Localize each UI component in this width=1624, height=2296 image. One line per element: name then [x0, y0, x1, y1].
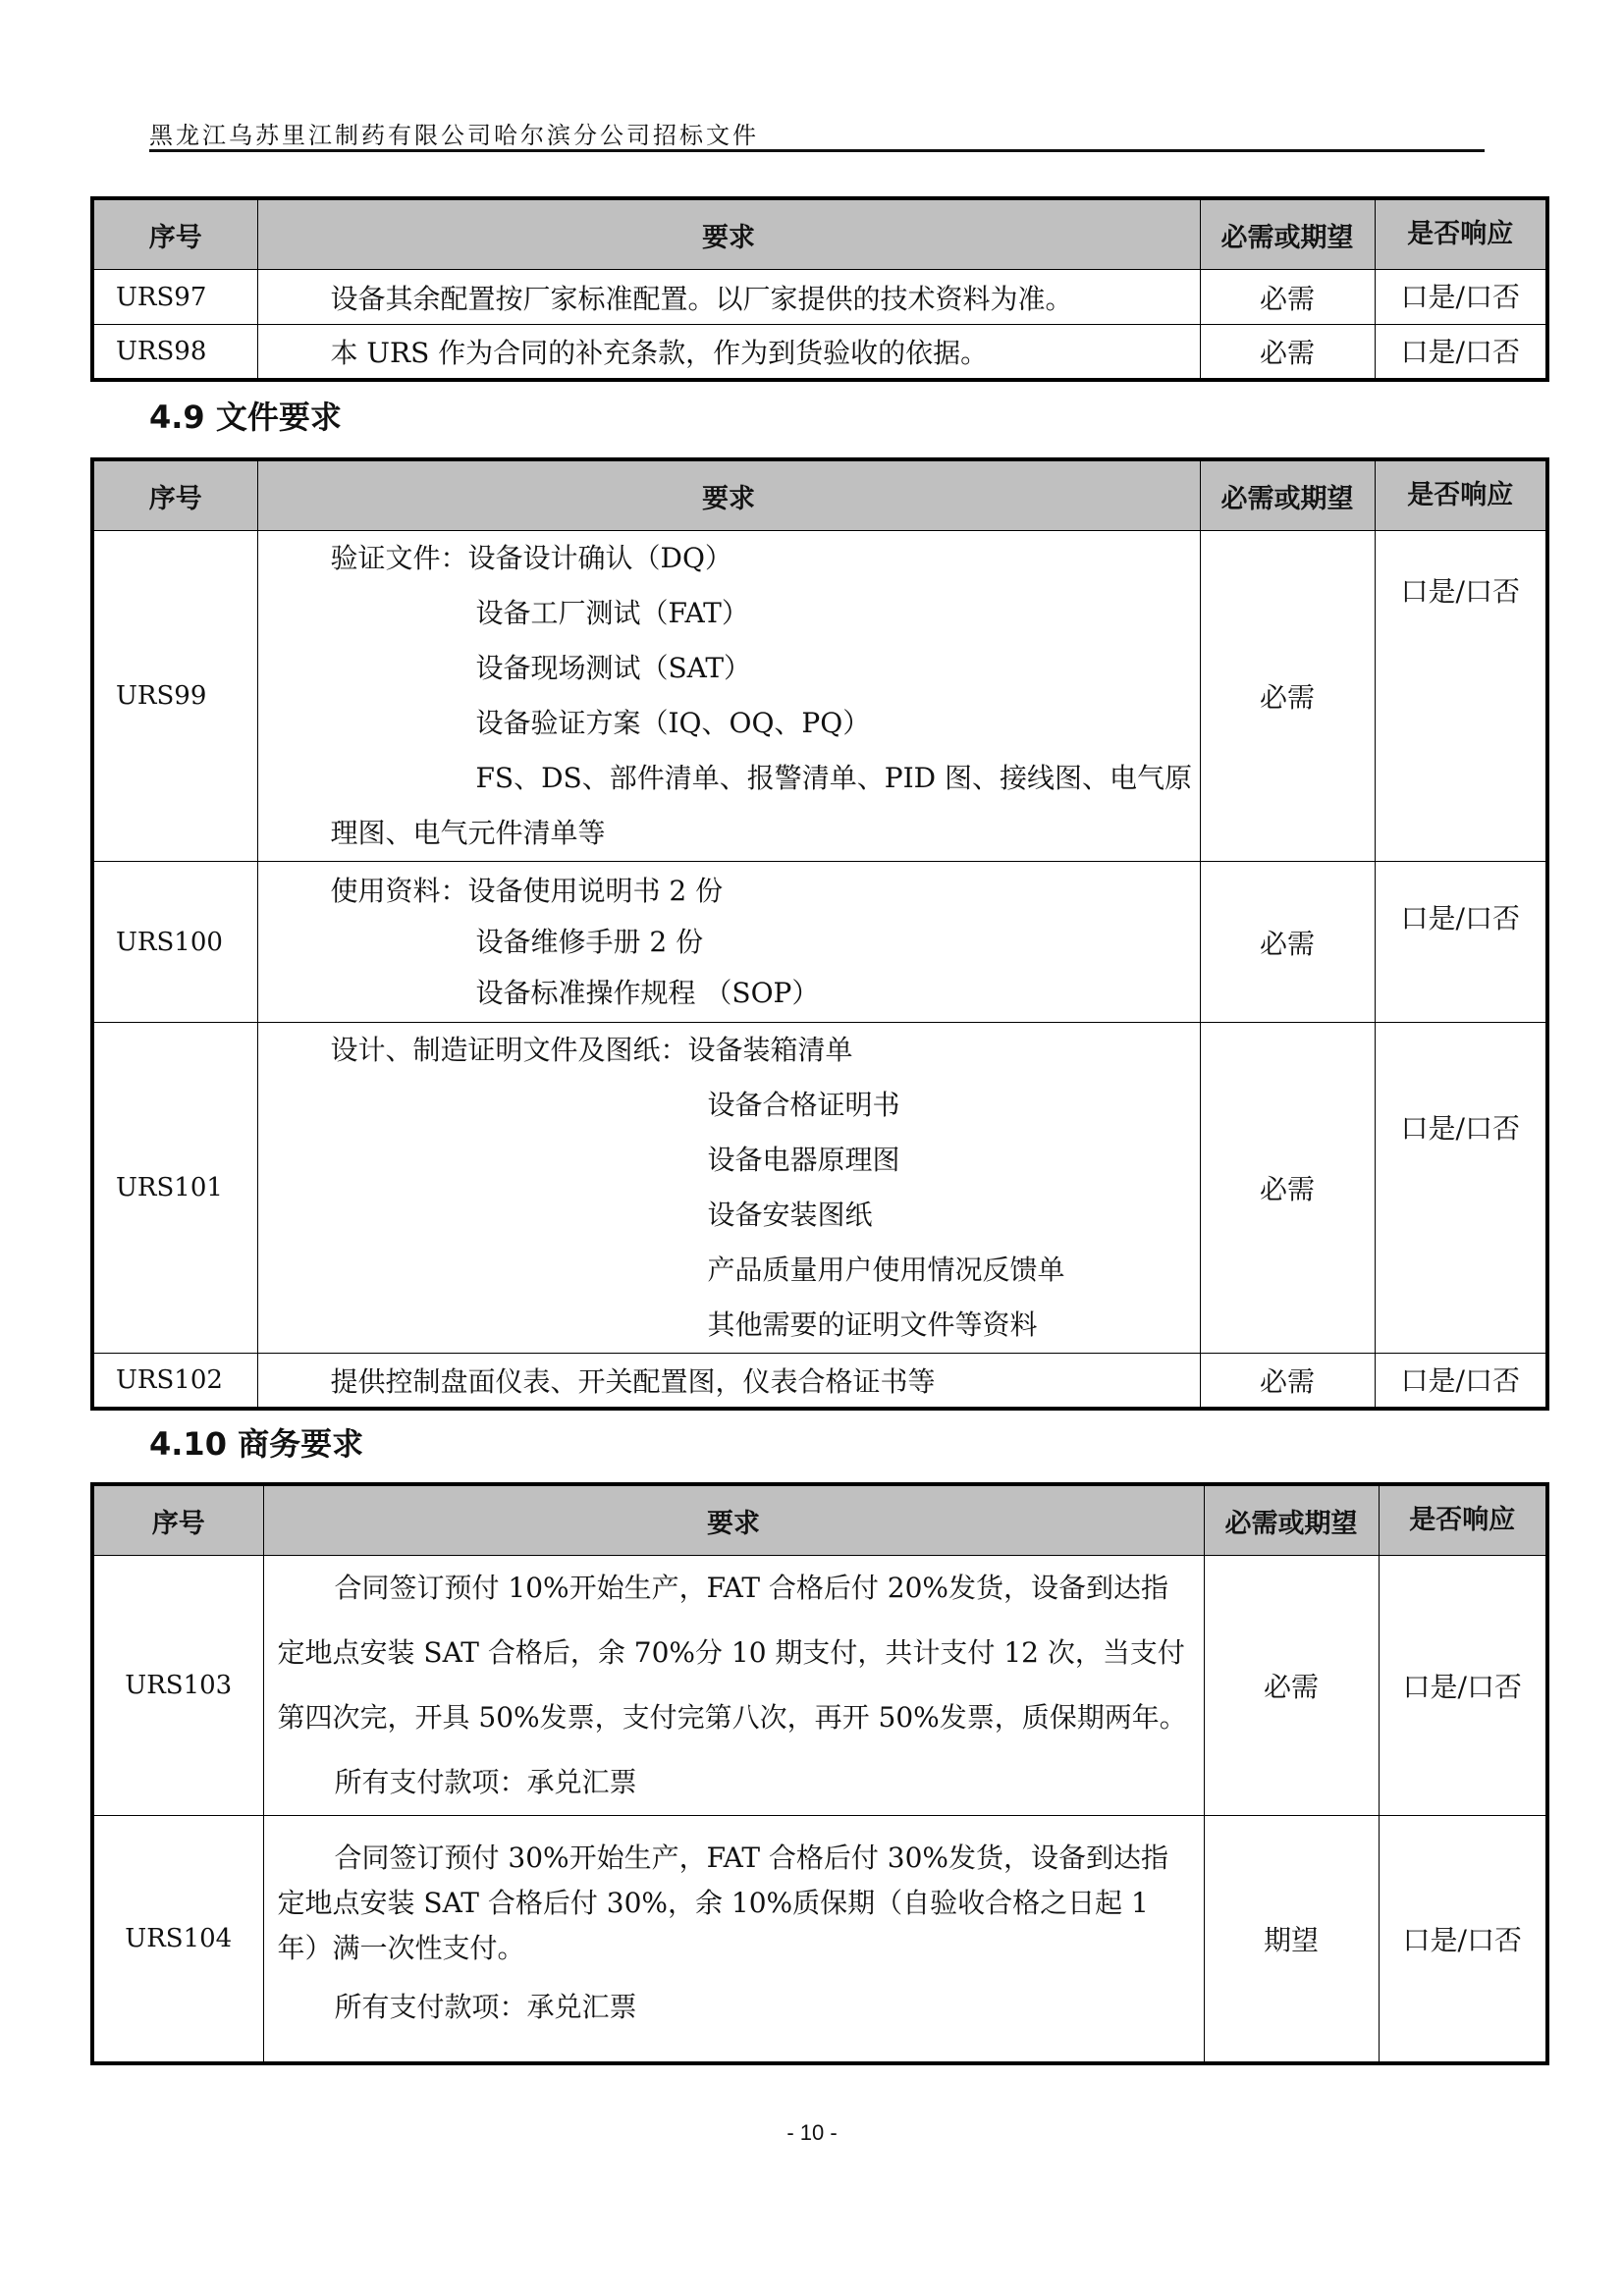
col-header-id: 序号	[92, 1484, 263, 1556]
requirement-line: 设备电器原理图	[707, 1144, 900, 1176]
requirement-line: 设备合格证明书	[707, 1089, 900, 1121]
row-necessity: 必需	[1200, 1023, 1375, 1354]
table-header-row	[92, 459, 1547, 531]
urs-table-general	[90, 196, 1549, 382]
requirement-line: 验证文件：设备设计确认（DQ）	[330, 542, 732, 574]
requirement-line: 设备标准操作规程 （SOP）	[475, 976, 820, 1009]
table-row	[92, 1023, 1547, 1354]
row-necessity: 必需	[1200, 1354, 1375, 1409]
row-necessity: 必需	[1204, 1556, 1379, 1816]
requirement-line: 理图、电气元件清单等	[330, 817, 606, 849]
row-requirement	[257, 531, 1200, 862]
col-header-response: 是否响应	[1375, 198, 1547, 270]
urs-table-commercial	[90, 1482, 1549, 2065]
row-necessity: 必需	[1200, 862, 1375, 1023]
requirement-line: 其他需要的证明文件等资料	[707, 1308, 1038, 1341]
requirement-paragraph: 合同签订预付 10%开始生产，FAT 合格后付 20%发货，设备到达指定地点安装 SAT 合格后，余 70%分 10 期支付，共计支付 12 次，当支付第四次完，开具 50%发票，支付完第八次，再开 50%发票，质保期两年。	[277, 1572, 1187, 1734]
col-header-requirement: 要求	[257, 459, 1200, 531]
header-rule	[149, 149, 1485, 152]
row-requirement	[257, 325, 1200, 380]
requirement-text: 本 URS 作为合同的补充条款，作为到货验收的依据。	[330, 336, 989, 369]
row-id: URS104	[92, 1816, 263, 2063]
table-row	[92, 862, 1547, 1023]
row-requirement	[257, 270, 1200, 325]
requirement-text: 设备其余配置按厂家标准配置。以厂家提供的技术资料为准。	[330, 282, 1073, 315]
table-row	[92, 1556, 1547, 1816]
table-header-row	[92, 198, 1547, 270]
requirement-line: 产品质量用户使用情况反馈单	[707, 1254, 1065, 1286]
row-requirement	[263, 1816, 1204, 2063]
response-checkbox-pair[interactable]: 口是/口否	[1375, 270, 1547, 325]
payment-terms: 所有支付款项：承兑汇票	[334, 1991, 637, 2023]
page-number: - 10 -	[786, 2120, 838, 2145]
row-necessity: 必需	[1200, 270, 1375, 325]
response-checkbox-pair[interactable]: 口是/口否	[1379, 1816, 1547, 2063]
requirement-text: 提供控制盘面仪表、开关配置图，仪表合格证书等	[330, 1364, 936, 1398]
row-necessity: 必需	[1200, 325, 1375, 380]
response-checkbox-pair[interactable]: 口是/口否	[1379, 1556, 1547, 1816]
requirement-line: 设计、制造证明文件及图纸：设备装箱清单	[330, 1034, 853, 1066]
col-header-necessity: 必需或期望	[1200, 198, 1375, 270]
row-requirement	[257, 1354, 1200, 1409]
table-row	[92, 1816, 1547, 2063]
row-id: URS99	[92, 531, 257, 862]
row-id: URS101	[92, 1023, 257, 1354]
col-header-necessity: 必需或期望	[1204, 1484, 1379, 1556]
col-header-id: 序号	[92, 459, 257, 531]
response-checkbox-pair[interactable]: 口是/口否	[1375, 325, 1547, 380]
col-header-necessity: 必需或期望	[1200, 459, 1375, 531]
col-header-response: 是否响应	[1379, 1484, 1547, 1556]
row-id: URS100	[92, 862, 257, 1023]
table-row	[92, 531, 1547, 862]
response-checkbox-pair[interactable]: 口是/口否	[1375, 531, 1547, 862]
row-id: URS102	[92, 1354, 257, 1409]
section-title-commercial-requirements: 4.10 商务要求	[149, 1425, 364, 1463]
response-checkbox-pair[interactable]: 口是/口否	[1375, 1023, 1547, 1354]
requirement-line: 设备维修手册 2 份	[475, 925, 704, 958]
table-row	[92, 270, 1547, 325]
row-necessity: 必需	[1200, 531, 1375, 862]
response-checkbox-pair[interactable]: 口是/口否	[1375, 862, 1547, 1023]
requirement-line: 设备现场测试（SAT）	[475, 652, 752, 684]
col-header-requirement: 要求	[263, 1484, 1204, 1556]
document-header-title: 黑龙江乌苏里江制药有限公司哈尔滨分公司招标文件	[149, 122, 759, 149]
col-header-response: 是否响应	[1375, 459, 1547, 531]
col-header-id: 序号	[92, 198, 257, 270]
row-id: URS103	[92, 1556, 263, 1816]
table-row	[92, 325, 1547, 380]
requirement-line: 设备工厂测试（FAT）	[475, 597, 749, 629]
col-header-requirement: 要求	[257, 198, 1200, 270]
row-id: URS97	[92, 270, 257, 325]
row-id: URS98	[92, 325, 257, 380]
row-necessity: 期望	[1204, 1816, 1379, 2063]
section-title-file-requirements: 4.9 文件要求	[149, 399, 342, 436]
requirement-line: 设备验证方案（IQ、OQ、PQ）	[475, 707, 871, 739]
row-requirement	[263, 1556, 1204, 1816]
table-row	[92, 1354, 1547, 1409]
row-requirement	[257, 1023, 1200, 1354]
requirement-paragraph: 合同签订预付 30%开始生产，FAT 合格后付 30%发货，设备到达指定地点安装 SAT 合格后付 30%，余 10%质保期（自验收合格之日起 1 年）满一次性支付。	[277, 1842, 1169, 1964]
urs-table-documents	[90, 457, 1549, 1411]
requirement-line: 使用资料：设备使用说明书 2 份	[330, 874, 724, 907]
payment-terms: 所有支付款项：承兑汇票	[334, 1766, 637, 1798]
requirement-line: 设备安装图纸	[707, 1199, 873, 1231]
requirement-line: FS、DS、部件清单、报警清单、PID 图、接线图、电气原	[475, 762, 1192, 794]
row-requirement	[257, 862, 1200, 1023]
response-checkbox-pair[interactable]: 口是/口否	[1375, 1354, 1547, 1409]
table-header-row	[92, 1484, 1547, 1556]
